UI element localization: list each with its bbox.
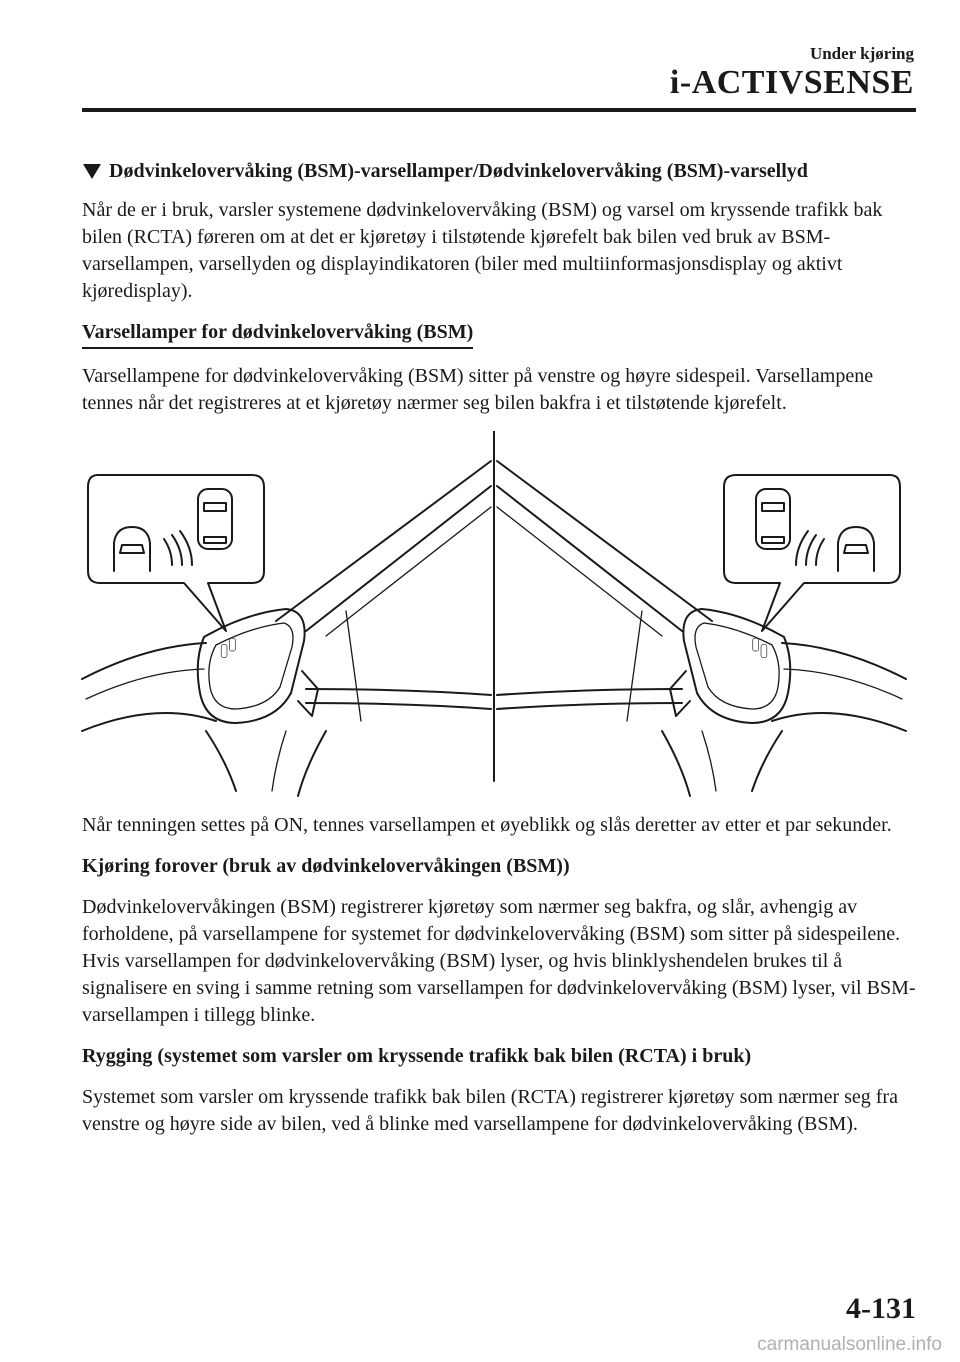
section-heading-text: Dødvinkelovervåking (BSM)-varsellamper/Dødvinkelovervåking (BSM)-varsellyd — [109, 160, 808, 182]
bsm-lamps-paragraph: Varsellampene for dødvinkelovervåking (BSM) sitter på venstre og høyre sidespeil. Varsellampene tennes når det registreres at et kjøretøy nærmer seg bilen bakfra i et tilstøtende kjørefelt. — [82, 365, 874, 414]
subheading-bsm-lamps: Varsellamper for dødvinkelovervåking (BSM) — [82, 319, 473, 349]
forward-driving-paragraph: Dødvinkelovervåkingen (BSM) registrerer kjøretøy som nærmer seg bakfra, og slår, avhengig av forholdene, på varsellampene for systemet for dødvinkelovervåking (BSM) som sitter på sidespeilene. Hvis varsellampen for dødvinkelovervåking (BSM) lyser, og hvis blinklyshendelen brukes til å signalisere en sving i samme retning som varsellampen for dødvinkelovervåking (BSM) lyser, vil BSM-varsellampen i tillegg blinke. — [82, 896, 916, 1026]
section-heading — [82, 160, 918, 183]
left-mirror-view — [82, 461, 491, 796]
mirror-illustration — [76, 431, 922, 806]
triangle-bullet-icon — [83, 164, 101, 179]
page-number: 4-131 — [846, 1292, 916, 1325]
bsm-mirror-diagram — [76, 431, 916, 801]
subheading-forward-driving: Kjøring forover (bruk av dødvinkelovervåkingen (BSM)) — [82, 855, 570, 877]
header-rule — [82, 108, 916, 112]
ignition-paragraph: Når tenningen settes på ON, tennes varsellampen et øyeblikk og slås deretter av etter et par sekunder. — [82, 814, 892, 836]
running-header-section: Under kjøring — [809, 44, 914, 63]
right-mirror-view — [497, 461, 906, 796]
intro-paragraph: Når de er i bruk, varsler systemene dødvinkelovervåking (BSM) og varsel om kryssende trafikk bak bilen (RCTA) føreren om at det er kjøretøy i tilstøtende kjørefelt bak bilen ved bruk av BSM-varsellampen, varsellyden og displayindikatoren (biler med multiinformasjonsdisplay og aktivt kjøredisplay). — [82, 199, 883, 302]
bsm-warning-icon-left — [114, 489, 232, 571]
reversing-paragraph: Systemet som varsler om kryssende trafikk bak bilen (RCTA) registrerer kjøretøy som nærmer seg fra venstre og høyre side av bilen, ved å blinke med varsellampene for dødvinkelovervåking (BSM). — [82, 1086, 898, 1135]
page-content — [82, 160, 918, 1152]
watermark: carmanualsonline.info — [757, 1334, 942, 1355]
running-header-chapter: i-ACTIVSENSE — [669, 64, 914, 101]
subheading-reversing: Rygging (systemet som varsler om kryssende trafikk bak bilen (RCTA) i bruk) — [82, 1045, 752, 1067]
